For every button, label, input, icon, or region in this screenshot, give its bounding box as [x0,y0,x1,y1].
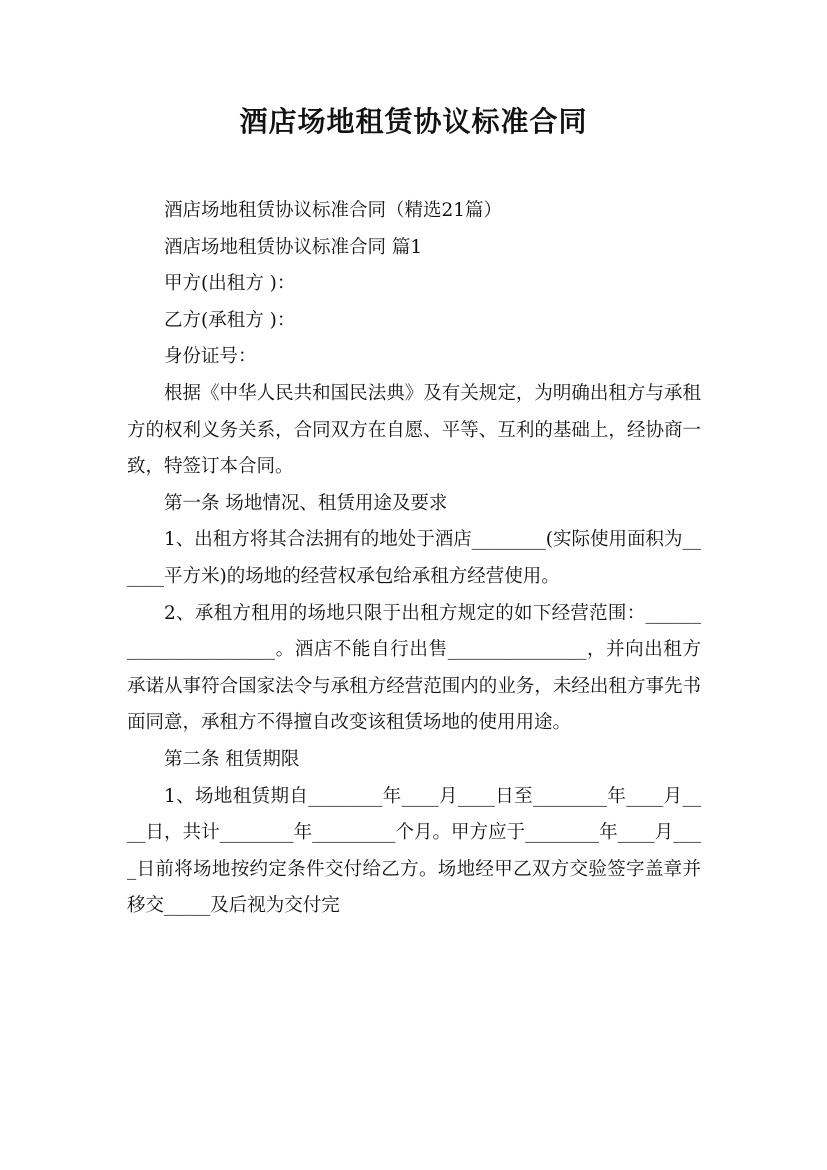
document-body [127,193,701,925]
section-heading-part-1: 酒店场地租赁协议标准合同 篇1 [164,236,423,258]
subtitle-paragraph: 酒店场地租赁协议标准合同（精选21篇） [164,200,503,221]
party-a-line: 甲方(出租方 )： [164,273,296,295]
document-title: 酒店场地租赁协议标准合同 [239,105,588,138]
article-1-clause-1: 1、出租方将其合法拥有的地处于酒店________(实际使用面积为______平方米)的场地的经营权承包给承租方经营使用。 [127,529,701,587]
article-1-heading: 第一条 场地情况、租赁用途及要求 [164,492,448,514]
article-2-clause-1: 1、场地租赁期自________年____月____日至________年____月____日，共计________年_________个月。甲方应于________年____月____日前将场地按约定条件交付给乙方。场地经甲乙双方交验签字盖章并移交_____及后视为交付完 [127,785,701,917]
article-2-heading: 第二条 租赁期限 [164,748,300,770]
party-b-line: 乙方(承租方 )： [164,309,296,331]
article-1-clause-2: 2、承租方租用的场地只限于出租方规定的如下经营范围：______________________。酒店不能自行出售_______________，并向出租方承诺从事符合国家法令与承租方经营范围内的业务，未经出租方事先书面同意，承租方不得擅自改变该租赁场地的使用用途。 [127,602,701,734]
preamble-paragraph: 根据《中华人民共和国民法典》及有关规定，为明确出租方与承租方的权利义务关系，合同双方在自愿、平等、互利的基础上，经协商一致，特签订本合同。 [127,382,701,478]
id-number-line: 身份证号： [164,346,257,368]
